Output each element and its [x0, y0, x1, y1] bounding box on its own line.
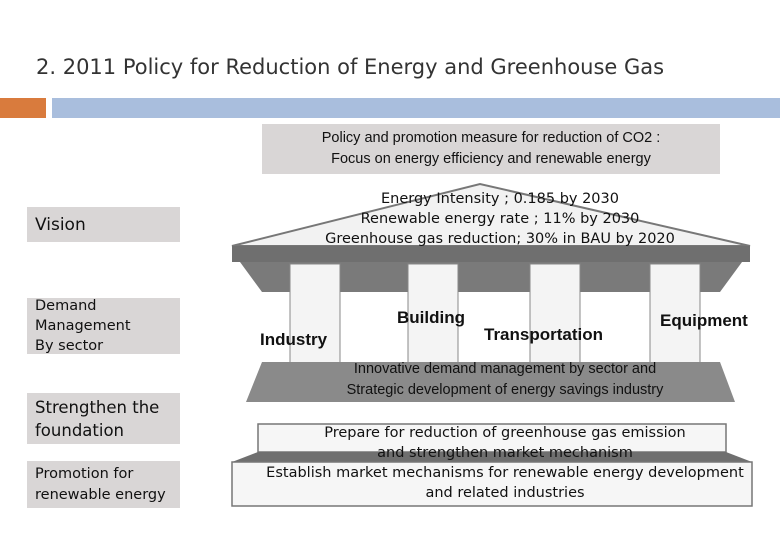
demand-line: Innovative demand management by sector and: [353, 361, 657, 377]
foundation-line: Establish market mechanisms for renewable energy development: [266, 465, 744, 481]
roof-text: [260, 189, 740, 249]
roof-line: Energy Intensity ; 0.185 by 2030: [380, 191, 619, 207]
demand-line: Strategic development of energy savings industry: [346, 382, 664, 398]
demand-label-line: By sector: [35, 338, 104, 354]
foundation-text: [260, 423, 750, 503]
pillar-label-transportation: Transportation: [484, 325, 604, 344]
foundation-label-line: Strengthen the: [35, 397, 160, 417]
pillar-label-building: Building: [397, 308, 465, 327]
demand-label-line: Demand: [35, 298, 97, 314]
foundation-line: and strengthen market mechanism: [377, 445, 633, 461]
demand-label-line: Management: [35, 318, 131, 334]
pillar-transportation: [530, 264, 580, 364]
pillar-label-industry: Industry: [260, 330, 328, 349]
promotion-label-line: renewable energy: [35, 486, 166, 503]
demand-text: [270, 359, 740, 401]
policy-line-2: Focus on energy efficiency and renewable energy: [331, 151, 651, 167]
roof-line: Renewable energy rate ; 11% by 2030: [360, 211, 640, 227]
promotion-label-line: Promotion for: [35, 465, 134, 482]
vision-label: Vision: [35, 214, 86, 235]
slide-title: 2. 2011 Policy for Reduction of Energy and Greenhouse Gas: [36, 55, 665, 79]
foundation-line: and related industries: [425, 485, 585, 501]
pillar-label-equipment: Equipment: [660, 311, 748, 330]
foundation-line: Prepare for reduction of greenhouse gas emission: [324, 425, 686, 441]
foundation-label-line: foundation: [35, 420, 125, 440]
policy-line-1: Policy and promotion measure for reduction of CO2 :: [321, 130, 661, 146]
roof-line: Greenhouse gas reduction; 30% in BAU by 2020: [325, 231, 675, 247]
